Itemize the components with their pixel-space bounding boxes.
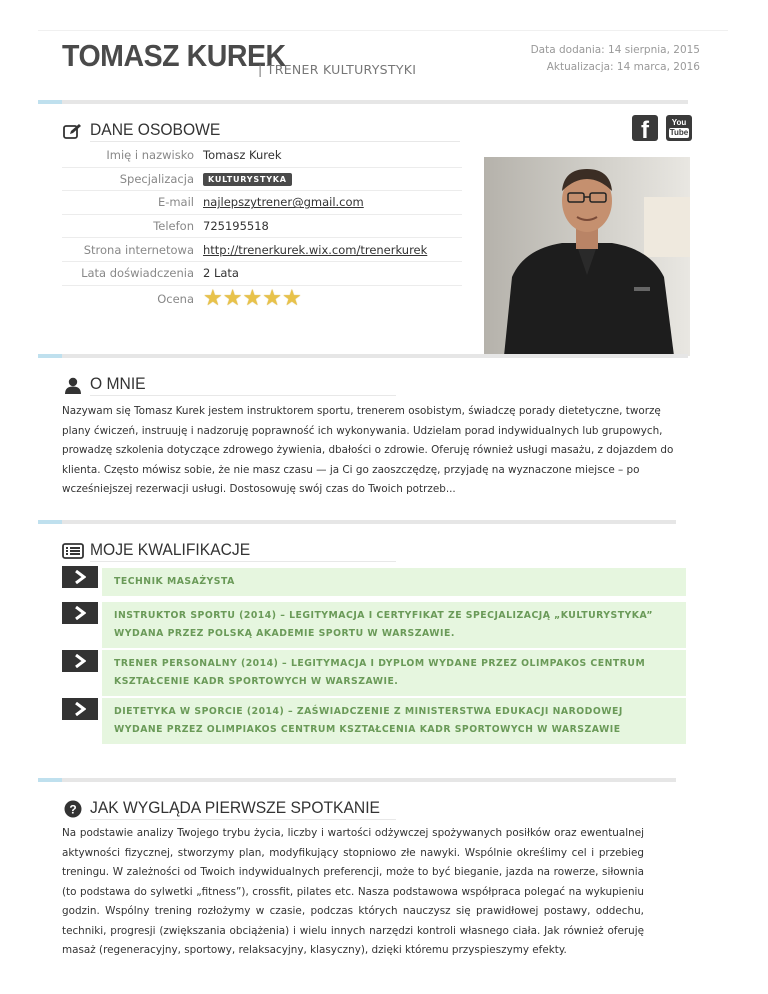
section-divider	[38, 100, 688, 104]
about-section-title: O MNIE	[90, 374, 146, 393]
divider-accent	[38, 778, 62, 782]
detail-label: Specjalizacja	[119, 171, 194, 186]
meeting-section-title: JAK WYGLĄDA PIERWSZE SPOTKANIE	[90, 798, 381, 817]
date-added: Data dodania: 14 sierpnia, 2015	[530, 44, 700, 56]
detail-row-rating	[62, 286, 462, 312]
youtube-icon-tube: Tube	[669, 128, 689, 137]
qualification-text: TECHNIK MASAŻYSTA	[102, 568, 686, 596]
section-divider	[38, 354, 688, 358]
star-icon: ★	[242, 285, 263, 311]
section-rule	[90, 819, 396, 820]
trainer-profession: | TRENER KULTURYSTYKI	[258, 62, 417, 77]
youtube-icon-you: You	[671, 118, 687, 127]
detail-row-experience	[62, 262, 462, 286]
chevron-right-icon	[62, 566, 98, 588]
section-rule	[90, 395, 396, 396]
detail-row-specialization	[62, 168, 462, 192]
trainer-name: TOMASZ KUREK	[62, 38, 286, 73]
divider-accent	[38, 354, 62, 358]
section-rule	[90, 561, 396, 562]
meeting-text: Na podstawie analizy Twojego trybu życia, liczby i wartości odżywczej spożywanych posiłków oraz ewentualnej aktywności fizycznej, stworzymy plan, modyfikujący stopniowo złe nawyki. Wspólnie określimy cel i przebieg treningu. W zależności od Twoich indywidualnych preferencji, może to być bieganie, jazda na rowerze, siłownia (to podstawa do sylwetki „fitness”), crossfit, pilates etc. Nasza podstawowa współpraca polegać na wykupieniu godzin. Wspólny trening rozłożymy w czasie, podczas których nauczysz się prawidłowej postawy, oddechu, techniki, progresji (zwiększania obciążenia) i wielu innych narzędzi kontroli własnego ciała. Jak również oferuję masaż (regeneracyjny, sportowy, relaksacyjny, klasyczny), dzięki któremu przyspieszymy efekty.	[62, 827, 644, 956]
chevron-right-icon	[62, 650, 98, 672]
personal-section-title: DANE OSOBOWE	[90, 120, 221, 139]
star-icon: ★	[262, 285, 282, 311]
about-text: Nazywam się Tomasz Kurek jestem instruktorem sportu, trenerem osobistym, świadczę porady dietetyczne, tworzę plany ćwiczeń, instruuję i nadzoruję poprawność ich wykonywania. Udzielam porad indywidualnych lub grupowych, prowadzę szkolenia dotyczące zdrowego żywienia, dbałości o zdrowie. Oferuję również usługi masażu, z dojazdem do klienta. Często mówisz sobie, że nie masz czasu — ja Ci go zaoszczędzę, przyjadę na wyznaczone miejsce – po wcześniejszej rezerwacji usługi. Dostosowuję swój czas do Twoich potrzeb...	[62, 405, 674, 495]
facebook-icon[interactable]: f	[632, 115, 658, 141]
divider-accent	[38, 100, 62, 104]
question-circle-icon	[62, 800, 84, 818]
website-link[interactable]: http://trenerkurek.wix.com/trenerkurek	[203, 242, 428, 257]
qualification-text: TRENER PERSONALNY (2014) – LEGITYMACJA I DYPLOM WYDANE PRZEZ OLIMPAKOS CENTRUM KSZTAŁCENIE KADR SPORTOWYCH W WARSZAWIE.	[102, 650, 686, 696]
rating-stars	[203, 285, 302, 311]
user-icon	[62, 376, 84, 394]
meeting-section-header	[62, 798, 405, 818]
personal-section-header	[62, 120, 232, 140]
section-rule	[90, 141, 460, 142]
detail-value-specialization	[203, 171, 292, 186]
detail-value-experience: 2 Lata	[203, 266, 239, 281]
date-updated: Aktualizacja: 14 marca, 2016	[546, 61, 700, 73]
personal-details-table	[62, 144, 462, 312]
qualifications-section-header	[62, 540, 264, 560]
dates-block	[531, 42, 700, 76]
detail-label: Strona internetowa	[83, 242, 194, 257]
detail-value-phone: 725195518	[203, 219, 269, 234]
divider-accent	[38, 520, 62, 524]
section-divider	[38, 778, 676, 782]
detail-label: Ocena	[157, 291, 194, 306]
detail-label: Imię i nazwisko	[106, 148, 194, 163]
detail-label: Telefon	[153, 219, 194, 234]
specialization-badge: KULTURYSTYKA	[203, 173, 292, 186]
star-icon: ★	[203, 285, 223, 311]
chevron-right-icon	[62, 698, 98, 720]
social-links	[632, 115, 692, 144]
detail-row-email	[62, 191, 462, 215]
svg-text:?: ?	[69, 802, 77, 817]
about-section-header	[62, 374, 150, 394]
detail-label: Lata doświadczenia	[81, 266, 194, 281]
star-icon: ★	[222, 285, 243, 311]
detail-row-name	[62, 144, 462, 168]
edit-icon	[62, 122, 84, 140]
detail-row-phone	[62, 215, 462, 239]
qualification-text: DIETETYKA W SPORCIE (2014) – ZAŚWIADCZENIE Z MINISTERSTWA EDUKACJI NARODOWEJ WYDANE PRZEZ OLIMPIAKOS CENTRUM KSZTAŁCENIA KADR SPORTOWYCH W WARSZAWIE	[102, 698, 686, 744]
detail-value-name: Tomasz Kurek	[203, 148, 282, 163]
youtube-icon[interactable]	[666, 115, 692, 141]
chevron-right-icon	[62, 602, 98, 624]
section-divider	[38, 520, 676, 524]
qualification-text: INSTRUKTOR SPORTU (2014) – LEGITYMACJA I CERTYFIKAT ZE SPECJALIZACJĄ „KULTURYSTYKA” WYDANA PRZEZ POLSKĄ AKADEMIE SPORTU W WARSZAWIE.	[102, 602, 686, 648]
star-icon: ★	[281, 285, 302, 311]
qualifications-section-title: MOJE KWALIFIKACJE	[90, 540, 251, 559]
detail-row-website	[62, 238, 462, 262]
email-link[interactable]: najlepszytrener@gmail.com	[203, 195, 364, 210]
trainer-photo	[484, 157, 690, 356]
list-icon	[62, 542, 84, 560]
detail-label: E-mail	[157, 195, 194, 210]
